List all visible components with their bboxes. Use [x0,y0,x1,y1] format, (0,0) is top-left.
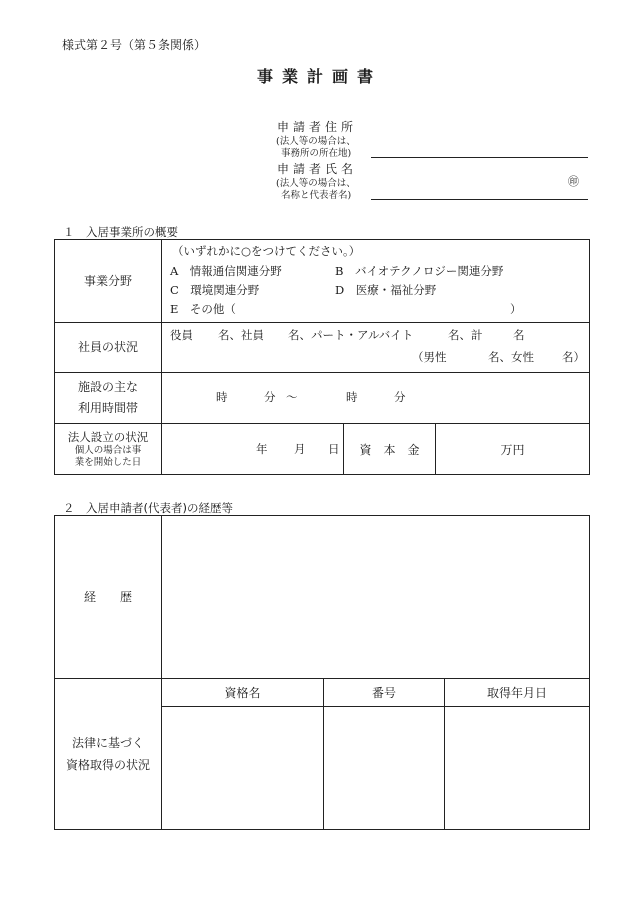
business-field-label: 事業分野 [55,240,162,323]
section2-title: ２ 入居申請者(代表者)の経歴等 [63,501,233,515]
overview-table [54,239,590,475]
employees-female-unit: 名） [562,350,585,364]
applicant-name-note-1: (法人等の場合は、 [276,178,356,189]
career-table [54,515,590,830]
usage-start-minute: 分 [264,390,276,404]
qual-date-field[interactable] [445,707,590,830]
option-e-close: ） [510,302,522,316]
incorporation-label: 法人設立の状況 個人の場合は事 業を開始した日 [55,424,162,475]
option-c[interactable]: C 環境関連分野 [170,283,260,297]
qual-name-field[interactable] [162,707,324,830]
usage-time-label: 施設の主な 利用時間帯 [55,373,162,424]
usage-time-values[interactable] [162,373,590,424]
employees-male: （男性 [412,350,447,364]
usage-tilde: ～ [286,390,298,404]
applicant-address-note-1: (法人等の場合は、 [276,136,356,147]
seal-icon: ㊞ [568,175,579,188]
usage-end-hour: 時 [346,390,358,404]
employees-total-unit: 名 [513,328,525,342]
option-b[interactable]: B バイオテクノロジー関連分野 [335,264,504,278]
form-number: 様式第２号（第５条関係） [62,38,207,52]
option-a[interactable]: A 情報通信関連分野 [170,264,282,278]
employees-officer: 役員 [170,328,193,342]
usage-start-hour: 時 [216,390,228,404]
incorporation-date[interactable] [162,424,344,475]
business-field-instruction: （いずれかに○をつけてください。） [172,244,361,258]
applicant-name-line[interactable] [371,199,588,200]
employees-female: 名、女性 [488,350,534,364]
employees-staff: 名、社員 [218,328,264,342]
date-day: 日 [328,441,340,456]
option-d[interactable]: D 医療・福祉分野 [335,283,437,297]
business-field-options [162,240,590,323]
applicant-name-note-2: 名称と代表者名) [281,190,352,201]
qualification-label: 法律に基づく 資格取得の状況 [55,679,162,830]
date-month: 月 [294,441,306,456]
applicant-address-label: 申請者住所 [277,120,358,134]
option-e[interactable]: E その他（ [170,302,236,316]
qual-header-date: 取得年月日 [445,679,590,707]
applicant-name-label: 申請者氏名 [277,162,358,176]
qual-number-field[interactable] [324,707,445,830]
qual-header-name: 資格名 [162,679,324,707]
employees-label: 社員の状況 [55,323,162,373]
career-field[interactable] [162,516,590,679]
applicant-address-note-2: 事務所の所在地) [281,148,352,159]
capital-value[interactable]: 万円 [436,424,590,475]
usage-end-minute: 分 [394,390,406,404]
section1-title: １ 入居事業所の概要 [63,225,178,239]
employees-total: 名、計 [448,328,483,342]
document-title: 事業計画書 [256,67,382,86]
applicant-address-line[interactable] [371,157,588,158]
employees-part-time: 名、パート・アルバイト [288,328,414,342]
qual-header-number: 番号 [324,679,445,707]
career-label: 経 歴 [55,516,162,679]
capital-label: 資 本 金 [344,424,436,475]
date-year: 年 [256,441,268,456]
employees-values[interactable] [162,323,590,373]
